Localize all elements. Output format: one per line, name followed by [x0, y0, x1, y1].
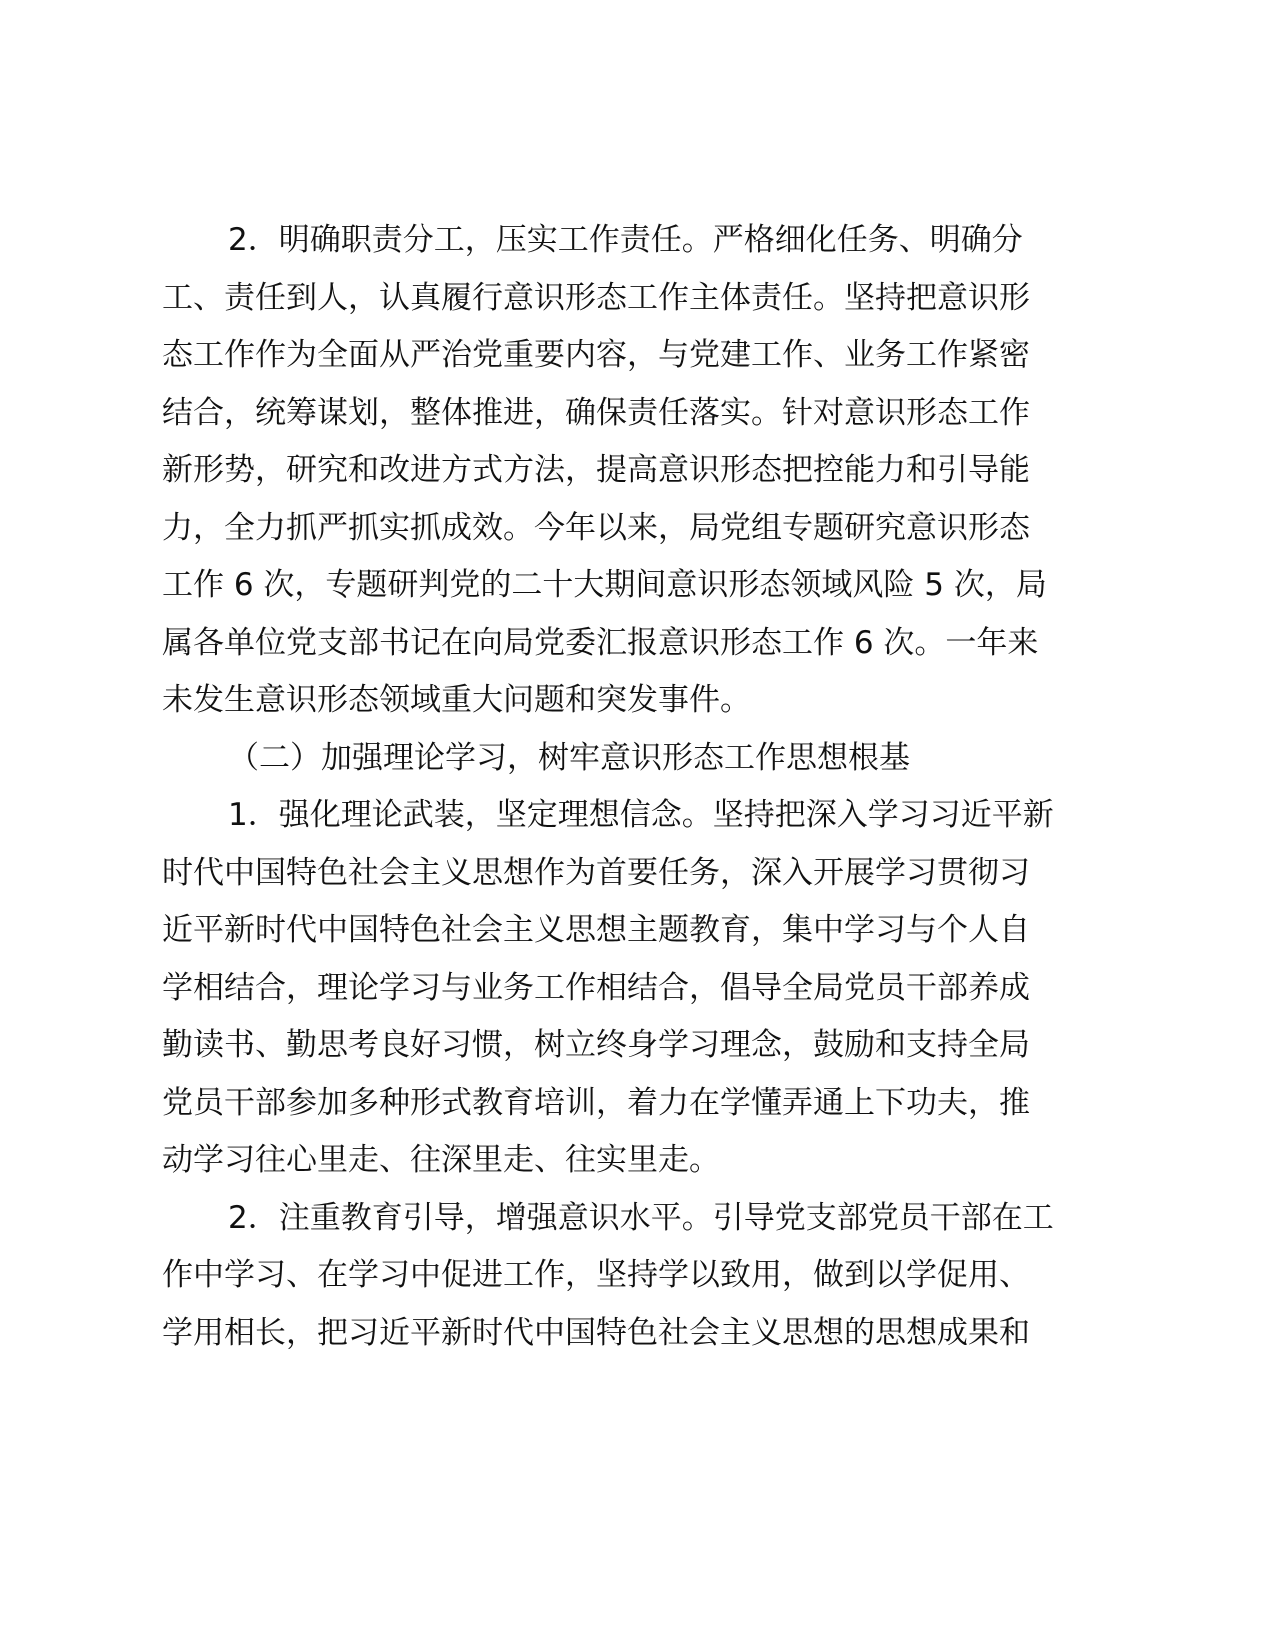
- text-line: 1．强化理论武装，坚定理想信念。坚持把深入学习习近平新: [228, 797, 1054, 833]
- text-line: 结合，统筹谋划，整体推进，确保责任落实。针对意识形态工作: [162, 394, 1030, 431]
- text-line: 学相结合，理论学习与业务工作相结合，倡导全局党员干部养成: [162, 969, 1030, 1006]
- text-line: 工、责任到人，认真履行意识形态工作主体责任。坚持把意识形: [162, 279, 1030, 316]
- text-line: 时代中国特色社会主义思想作为首要任务，深入开展学习贯彻习: [162, 854, 1030, 891]
- text-line: 工作 6 次，专题研判党的二十大期间意识形态领域风险 5 次，局: [162, 567, 1047, 603]
- text-line: 作中学习、在学习中促进工作，坚持学以致用，做到以学促用、: [162, 1257, 1030, 1293]
- text-line: 勤读书、勤思考良好习惯，树立终身学习理念，鼓励和支持全局: [162, 1027, 1030, 1063]
- section-heading: （二）加强理论学习，树牢意识形态工作思想根基: [228, 739, 910, 776]
- text-line: 近平新时代中国特色社会主义思想主题教育，集中学习与个人自: [162, 912, 1030, 948]
- text-line: 动学习往心里走、往深里走、往实里走。: [162, 1142, 720, 1178]
- text-line: 党员干部参加多种形式教育培训，着力在学懂弄通上下功夫，推: [162, 1084, 1030, 1121]
- body-text: [162, 212, 1102, 1362]
- text-line: 属各单位党支部书记在向局党委汇报意识形态工作 6 次。一年来: [162, 624, 1039, 661]
- text-line: 学用相长，把习近平新时代中国特色社会主义思想的思想成果和: [162, 1314, 1030, 1351]
- text-line: 2．注重教育引导，增强意识水平。引导党支部党员干部在工: [228, 1199, 1054, 1236]
- text-line: 2．明确职责分工，压实工作责任。严格细化任务、明确分: [228, 222, 1023, 258]
- text-line: 新形势，研究和改进方式方法，提高意识形态把控能力和引导能: [162, 452, 1030, 488]
- text-line: 未发生意识形态领域重大问题和突发事件。: [162, 682, 751, 718]
- text-line: 力，全力抓严抓实抓成效。今年以来，局党组专题研究意识形态: [162, 509, 1030, 546]
- text-line: 态工作作为全面从严治党重要内容，与党建工作、业务工作紧密: [162, 337, 1030, 373]
